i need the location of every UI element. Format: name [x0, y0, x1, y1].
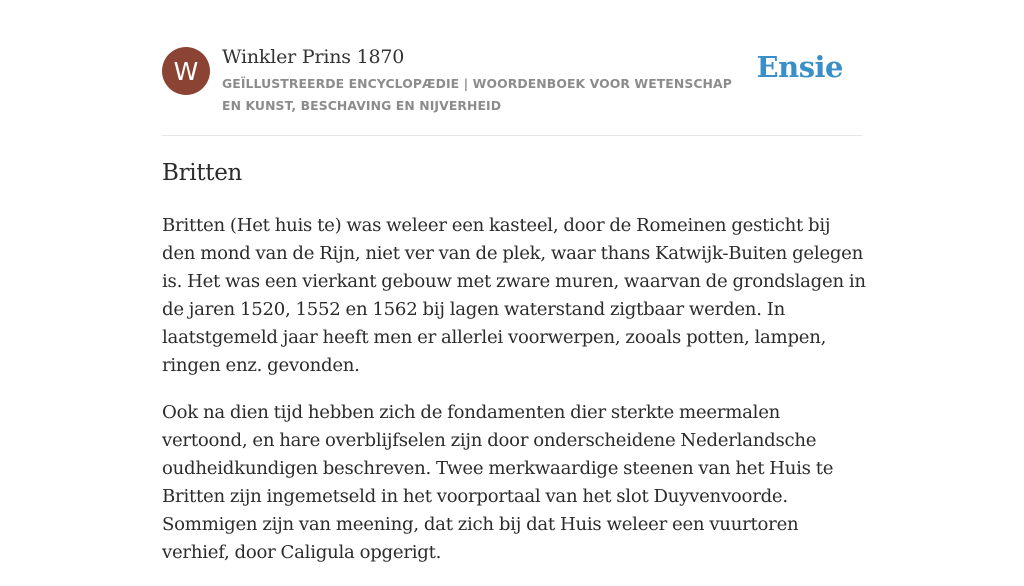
source-subtitle: GEÏLLUSTREERDE ENCYCLOPÆDIE | WOORDENBOEK VOOR WETENSCHAP EN KUNST, BESCHAVING EN NIJVERHEID [222, 76, 732, 113]
article-title: Britten [162, 160, 243, 186]
article-paragraph: Ook na dien tijd hebben zich de fondamenten dier sterkte meermalen vertoond, en hare overblijfselen zijn door onderscheidene Nederlandsche oudheidkundigen beschreven. Twee merkwaardige steenen van het Huis te Britten zijn ingemetseld in het voorportaal van het slot Duyvenvoorde. Sommigen zijn van meening, dat zich bij dat Huis weleer een vuurtoren verhief, door Caligula opgerigt. [162, 402, 834, 563]
avatar-letter: W [173, 56, 199, 86]
article-body [162, 212, 868, 586]
source-title[interactable]: Winkler Prins 1870 [222, 46, 405, 68]
source-header [162, 45, 862, 135]
source-avatar[interactable] [162, 47, 210, 95]
ensie-logo[interactable]: Ensie [756, 50, 843, 84]
article-paragraph: Britten (Het huis te) was weleer een kasteel, door de Romeinen gesticht bij den mond van de Rijn, niet ver van de plek, waar thans Katwijk-Buiten gelegen is. Het was een vierkant gebouw met zware muren, waarvan de grondslagen in de jaren 1520, 1552 en 1562 bij lagen waterstand zigtbaar werden. In laatstgemeld jaar heeft men er allerlei voorwerpen, zooals potten, lampen, ringen enz. gevonden. [162, 215, 866, 376]
header-divider [162, 135, 862, 136]
